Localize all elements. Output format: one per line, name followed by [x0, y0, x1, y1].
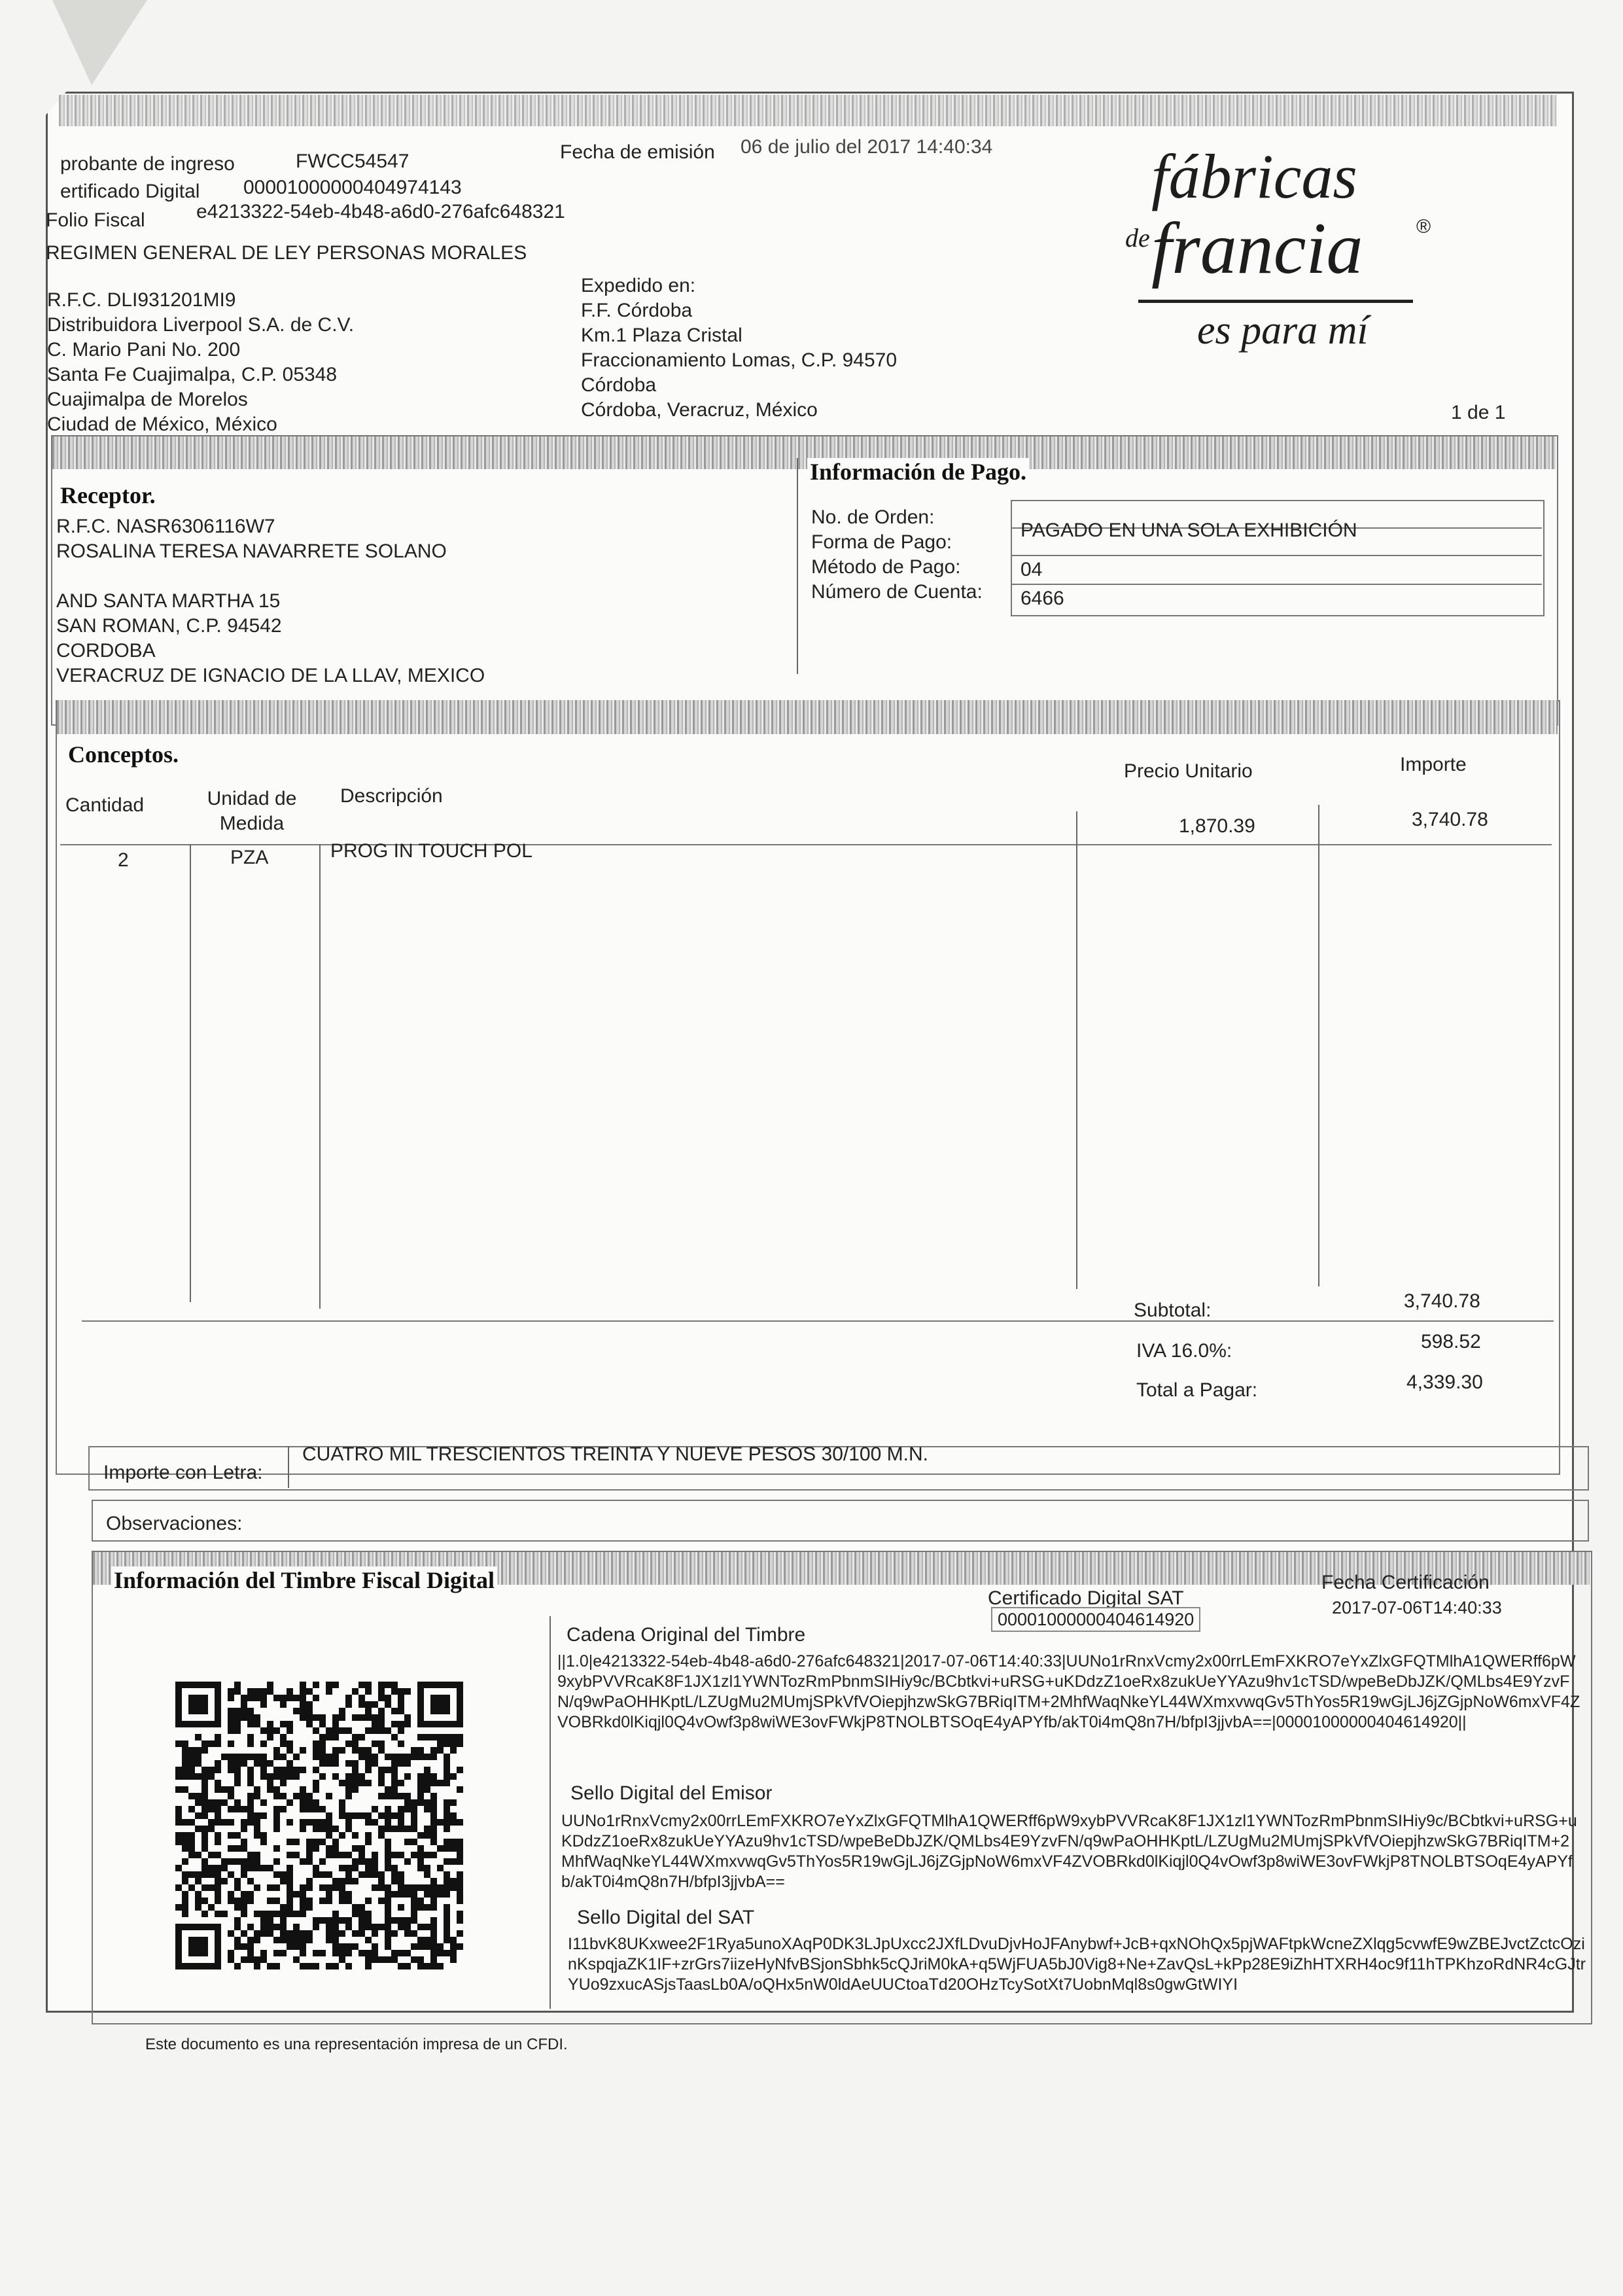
total-label: Total a Pagar:	[1136, 1379, 1258, 1401]
expedido-line: Km.1 Plaza Cristal	[581, 325, 742, 346]
fecha-emision-value: 06 de julio del 2017 14:40:34	[741, 136, 993, 158]
page-count: 1 de 1	[1451, 402, 1506, 423]
col-unidad-2: Medida	[219, 813, 285, 834]
folded-corner	[0, 0, 150, 170]
cert-sat-label: Certificado Digital SAT	[988, 1587, 1184, 1609]
fecha-cert-label: Fecha Certificación	[1321, 1572, 1490, 1593]
expedido-block	[581, 274, 897, 423]
conceptos-band	[57, 700, 1558, 734]
emisor-line: R.F.C. DLI931201MI9	[47, 289, 236, 311]
cert-sat-value: 00001000000404614920	[998, 1610, 1195, 1629]
sello-sat-label: Sello Digital del SAT	[577, 1907, 755, 1928]
cadena-label: Cadena Original del Timbre	[567, 1624, 806, 1646]
cadena-value: ||1.0|e4213322-54eb-4b48-a6d0-276afc648321|2017-07-06T14:40:33|UUNo1rRnxVcmy2x00rrLEmFXKRO7eYxZlxGFQTMlhA1QWERff6pW9xybPVVRcaK8F1JX1zl1YWNTozRmPbnmSIHiy9c/BCbtkvi+uRSG+uKDdzZ1oeRx8zukUeYYAzu9hv1cTSD/wpeBeDbJZK/QMLbs4E9YzvFN/q9wPaOHHKptL/LZUgMu2MUmjSPkVfVOiepjhzwSkG7BRiqITM+2MhfWaqNkeYL44WXmxvwqGv5ThYos5R19wGjLJ6jZGjpNoW6mxVF4ZVOBRkd0lKiqjl0Q4vOwf3p8wiWE3ovFWkjP8TNOLBTSOqE4yAPYfb/akT0i4mQ8n7H/bfpI3jjvbA==|00001000000404614920||	[557, 1652, 1580, 1731]
logo-line1: fábricas	[1151, 141, 1357, 211]
col-cantidad: Cantidad	[65, 794, 145, 816]
logo-line2: francia	[1151, 208, 1363, 289]
iva-label: IVA 16.0%:	[1136, 1340, 1232, 1362]
iva-value: 598.52	[1421, 1331, 1481, 1352]
pago-row-line	[1011, 584, 1542, 585]
emisor-line: Ciudad de México, México	[47, 414, 277, 435]
col-line	[190, 844, 191, 1302]
certificado-value: 00001000000404974143	[243, 177, 462, 198]
col-line	[1318, 805, 1319, 1286]
logo-de: de	[1125, 223, 1150, 253]
col-unidad: Unidad de	[207, 788, 297, 809]
comprobante-label: probante de ingreso	[60, 153, 235, 175]
qr-code	[175, 1682, 470, 1969]
expedido-line: F.F. Córdoba	[581, 300, 693, 321]
expedido-line: Expedido en:	[581, 275, 696, 296]
row-cantidad: 2	[118, 849, 129, 871]
section-divider	[797, 458, 798, 674]
subtotal-label: Subtotal:	[1134, 1299, 1212, 1321]
row-precio: 1,870.39	[1179, 815, 1255, 837]
forma-label: Forma de Pago:	[811, 531, 952, 553]
receptor-name: ROSALINA TERESA NAVARRETE SOLANO	[56, 540, 447, 562]
subtotal-value: 3,740.78	[1404, 1290, 1480, 1312]
receptor-address: CORDOBA	[56, 640, 156, 662]
expedido-line: Córdoba, Veracruz, México	[581, 399, 818, 421]
observaciones-label: Observaciones:	[106, 1513, 243, 1534]
pago-title: Información de Pago.	[810, 459, 1026, 485]
row-descripcion: PROG IN TOUCH POL	[330, 840, 532, 862]
footer-note: Este documento es una representación impresa de un CFDI.	[145, 2036, 568, 2053]
emisor-line: Santa Fe Cuajimalpa, C.P. 05348	[47, 364, 338, 385]
row-importe: 3,740.78	[1412, 809, 1488, 830]
regimen: REGIMEN GENERAL DE LEY PERSONAS MORALES	[46, 242, 527, 264]
logo-registered: ®	[1416, 216, 1431, 238]
timbre-title: Información del Timbre Fiscal Digital	[114, 1567, 495, 1593]
col-precio: Precio Unitario	[1124, 760, 1253, 782]
expedido-line: Fraccionamiento Lomas, C.P. 94570	[581, 349, 898, 371]
forma-value: PAGADO EN UNA SOLA EXHIBICIÓN	[1021, 520, 1357, 541]
timbre-divider	[550, 1616, 551, 2009]
sello-sat-value: I11bvK8UKxwee2F1Rya5unoXAqP0DK3LJpUxcc2JXfLDvuDjvHoJFAnybwf+JcB+qxNOhQx5pjWAFtpkWcneZXlqg5cvwfE9wZBEJvctZctcOzinKspqjaZK1IF+zrGrs7iizeHyNfvBSjonSbhk5cQJriM0kA+q5WjFUA5bJ0Vig8+Ne+ZavQsL+kPp28E9iZhHTXRH4oc9f11hTPKhzoRdNR4cGJtrYUo9zxucASjsTaasLb0A/oQHx5nW0ldAeUUCtoaTd20OHzTcySotXt7UobnMql8s0gwGtWIYI	[568, 1935, 1586, 1994]
receptor-band	[52, 436, 1556, 469]
cuenta-label: Número de Cuenta:	[811, 581, 983, 603]
receptor-address: SAN ROMAN, C.P. 94542	[56, 615, 282, 637]
metodo-value: 04	[1021, 559, 1043, 580]
sello-emisor-value: UUNo1rRnxVcmy2x00rrLEmFXKRO7eYxZlxGFQTMlhA1QWERff6pW9xybPVVRcaK8F1JX1zl1YWNTozRmPbnmSIHiy9c/BCbtkvi+uRSG+uKDdzZ1oeRx8zukUeYYAzu9hv1cTSD/wpeBeDbJZK/QMLbs4E9YzvFN/q9wPaOHHKptL/LZUgMu2MUmjSPkVfVOiepjhzwSkG7BRiqITM+2MhfWaqNkeYL44WXmxvwqGv5ThYos5R19wGjLJ6jZGjpNoW6mxVF4ZVOBRkd0lKiqjl0Q4vOwf3p8wiWE3ovFWkjP8TNOLBTSOqE4yAPYfb/akT0i4mQ8n7H/bfpI3jjvbA==	[561, 1812, 1577, 1891]
pago-labels	[811, 505, 983, 605]
letra-divider	[288, 1446, 289, 1488]
logo-underline	[1138, 300, 1413, 303]
conceptos-title: Conceptos.	[68, 741, 179, 768]
top-band	[59, 95, 1557, 126]
sello-emisor-label: Sello Digital del Emisor	[570, 1782, 773, 1804]
conceptos-header-line	[60, 844, 1552, 845]
comprobante-value: FWCC54547	[296, 150, 410, 172]
pago-values-box	[1011, 500, 1544, 616]
receptor-block	[56, 514, 485, 688]
company-logo	[1125, 141, 1465, 360]
row-unidad: PZA	[230, 847, 269, 868]
logo-tagline: es para mí	[1197, 308, 1369, 353]
col-descripcion: Descripción	[340, 785, 443, 807]
expedido-line: Córdoba	[581, 374, 657, 396]
fecha-cert-value: 2017-07-06T14:40:33	[1332, 1598, 1502, 1617]
importe-letra-label: Importe con Letra:	[103, 1462, 263, 1483]
receptor-address: AND SANTA MARTHA 15	[56, 590, 281, 612]
emisor-line: Cuajimalpa de Morelos	[47, 389, 248, 410]
col-line	[1076, 811, 1077, 1289]
cuenta-value: 6466	[1021, 588, 1064, 609]
folio-label: Folio Fiscal	[46, 209, 145, 231]
pago-row-line	[1011, 555, 1542, 556]
importe-letra-value: CUATRO MIL TRESCIENTOS TREINTA Y NUEVE PESOS 30/100 M.N.	[302, 1443, 928, 1465]
emisor-block	[47, 288, 354, 437]
certificado-label: ertificado Digital	[60, 181, 200, 202]
total-value: 4,339.30	[1406, 1371, 1483, 1393]
conceptos-bottom-line	[82, 1320, 1554, 1322]
receptor-address: VERACRUZ DE IGNACIO DE LA LLAV, MEXICO	[56, 665, 485, 686]
col-importe: Importe	[1400, 754, 1467, 775]
col-line	[319, 844, 321, 1309]
receptor-title: Receptor.	[60, 482, 156, 508]
orden-label: No. de Orden:	[811, 506, 935, 528]
receptor-rfc: R.F.C. NASR6306116W7	[56, 516, 275, 537]
metodo-label: Método de Pago:	[811, 556, 961, 578]
fecha-emision-label: Fecha de emisión	[560, 141, 715, 163]
folio-value: e4213322-54eb-4b48-a6d0-276afc648321	[196, 201, 565, 222]
emisor-line: C. Mario Pani No. 200	[47, 339, 241, 361]
emisor-line: Distribuidora Liverpool S.A. de C.V.	[47, 314, 355, 336]
observaciones-box	[92, 1500, 1589, 1542]
